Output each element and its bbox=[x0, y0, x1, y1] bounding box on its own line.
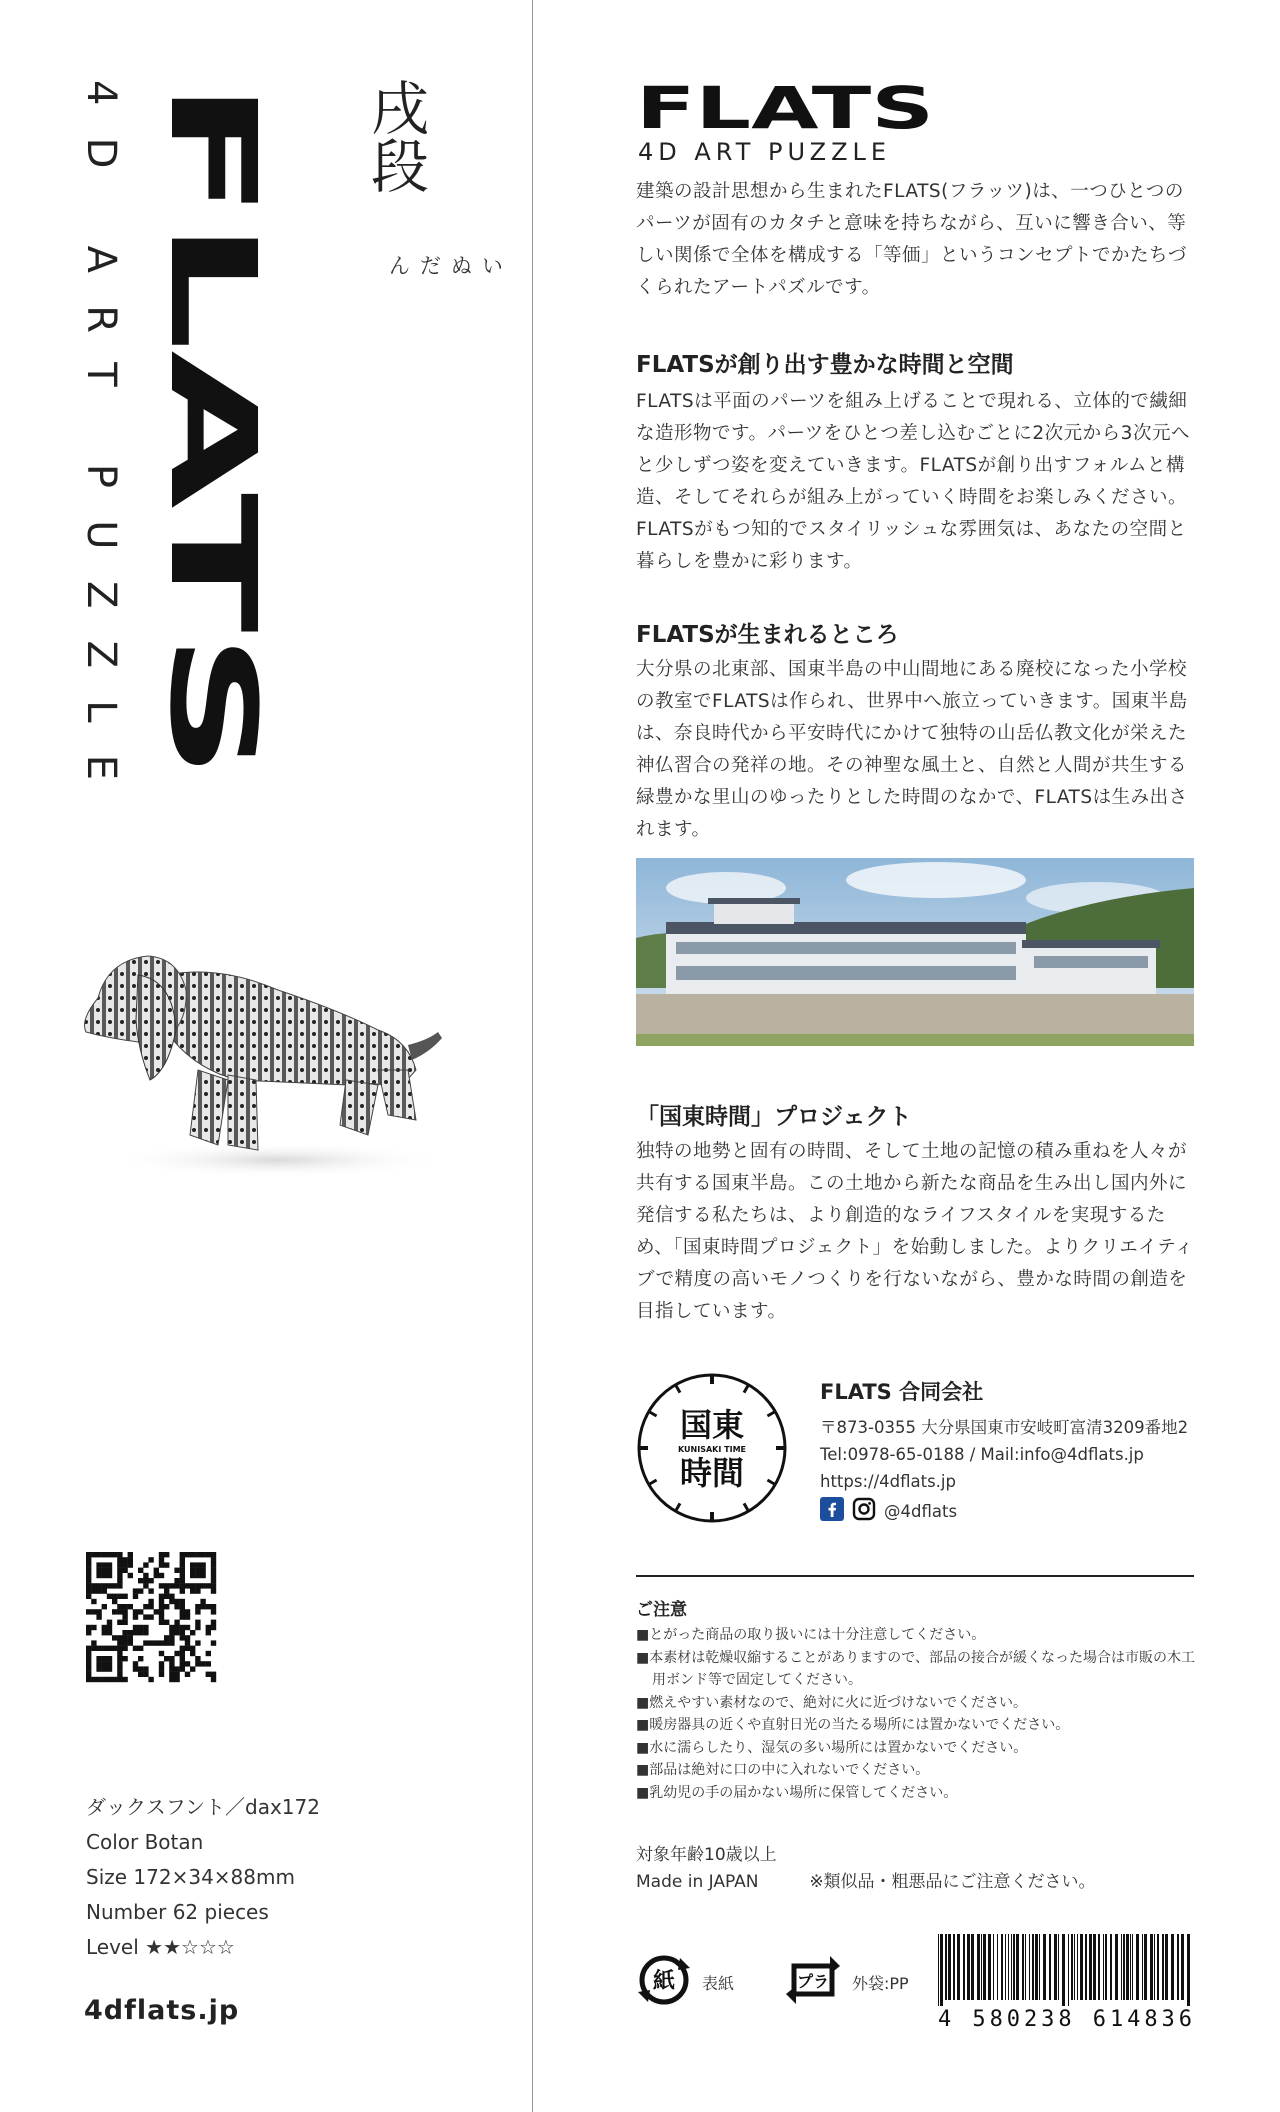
caution-item: ■水に濡らしたり、湿気の多い場所には置かないでください。 bbox=[636, 1739, 1028, 1756]
facebook-icon[interactable] bbox=[820, 1497, 844, 1525]
caution-item: ■本素材は乾燥収縮することがありますので、部品の接合が緩くなった場合は市販の木工用ボンド等で固定してください。 bbox=[636, 1649, 1195, 1688]
intro-text: 建築の設計思想から生まれたFLATS(フラッツ)は、一つひとつのパーツが固有のカタチと意味を持ちながら、互いに響き合い、等しい関係で全体を構成する「等価」というコンセプトでかたちづくられたアートパズルです。 bbox=[636, 181, 1187, 298]
stamp-bottom: 時間 bbox=[679, 1454, 745, 1492]
spec-pieces: Number 62 pieces bbox=[86, 1900, 269, 1924]
paper-recycle-icon bbox=[636, 1952, 692, 2012]
company-contact[interactable]: Tel:0978-65-0188 / Mail:info@4dflats.jp bbox=[820, 1445, 1144, 1464]
section-body-time-space: FLATSは平面のパーツを組み上げることで現れる、立体的で繊細な造形物です。パーツをひとつ差し込むごとに2次元から3次元へと少しずつ姿を変えていきます。FLATSが創り出すフォルムと構造、そしてそれらが組み上がっていく時間をお楽しみください。FLATSがもつ知的でスタイリッシュな雰囲気は、あなたの空間と暮らしを豊かに彩ります。 bbox=[636, 391, 1190, 572]
caution-item: ■暖房器具の近くや直射日光の当たる場所には置かないでください。 bbox=[636, 1717, 1070, 1733]
brand-logo-text-horizontal: FLATS bbox=[636, 74, 934, 142]
company-name: FLATS 合同会社 bbox=[820, 1380, 984, 1404]
stamp-top: 国東 bbox=[679, 1406, 745, 1444]
product-name-kanji: 戌段 bbox=[361, 78, 429, 194]
barcode-number: 4 580238 614836 bbox=[938, 2007, 1192, 2032]
brand-sub: 4D ART PUZZLE bbox=[638, 138, 892, 166]
spec-level: Level ★★☆☆☆ bbox=[86, 1935, 235, 1959]
plastic-recycle-label: 外袋:PP bbox=[852, 1973, 909, 1993]
product-specs bbox=[86, 1790, 320, 1965]
dachshund-puzzle-image bbox=[78, 920, 458, 1190]
product-name bbox=[360, 78, 503, 279]
caution-title: ご注意 bbox=[636, 1600, 687, 1620]
stamp-mid: KUNISAKI TIME bbox=[678, 1445, 746, 1454]
caution-list bbox=[636, 1624, 1196, 1804]
brand-sub-vertical bbox=[80, 80, 130, 800]
age-info bbox=[636, 1842, 1096, 1896]
paper-recycle-label: 表紙 bbox=[702, 1973, 735, 1993]
caution-item: ■部品は絶対に口の中に入れないでください。 bbox=[636, 1762, 930, 1778]
website-link[interactable]: 4dflats.jp bbox=[84, 1995, 240, 2026]
plastic-recycle-icon bbox=[784, 1952, 842, 2012]
section-rule bbox=[636, 1575, 1194, 1577]
imitation-note: ※類似品・粗悪品にご注意ください。 bbox=[809, 1872, 1096, 1892]
spec-color: Color Botan bbox=[86, 1830, 204, 1854]
barcode bbox=[934, 1932, 1196, 2032]
kunisaki-time-stamp bbox=[636, 1372, 788, 1524]
caution-item: ■燃えやすい素材なので、絶対に火に近づけないでください。 bbox=[636, 1694, 1027, 1711]
plastic-recycle-mark: プラ bbox=[797, 1972, 830, 1991]
brand-logo-text: FLATS bbox=[144, 80, 282, 484]
brand-sub-text: 4D ART PUZZLE bbox=[78, 80, 124, 780]
origin-line bbox=[636, 1869, 1096, 1896]
qr-code[interactable] bbox=[86, 1552, 216, 1682]
company-address: 〒873-0355 大分県国東市安岐町富清3209番地2 bbox=[820, 1418, 1189, 1437]
section-title-project: 「国東時間」プロジェクト bbox=[636, 1104, 912, 1130]
company-url[interactable]: https://4dflats.jp bbox=[820, 1472, 956, 1491]
company-info bbox=[820, 1376, 1188, 1525]
made-in: Made in JAPAN bbox=[636, 1872, 759, 1892]
spec-model: ダックスフント／dax172 bbox=[86, 1795, 320, 1819]
section-title-time-space: FLATSが創り出す豊かな時間と空間 bbox=[636, 352, 1014, 378]
brand-logo-vertical bbox=[144, 80, 282, 800]
section-body-project: 独特の地勢と固有の時間、そして土地の記憶の積み重ねを人々が共有する国東半島。この土地から新たな商品を生み出し国内外に発信する私たちは、より創造的なライフスタイルを実現するため、「国東時間プロジェクト」を始動しました。よりクリエイティブで精度の高いモノつくりを行ないながら、豊かな時間の創造を目指しています。 bbox=[636, 1141, 1194, 1322]
section-body-birthplace: 大分県の北東部、国東半島の中山間地にある廃校になった小学校の教室でFLATSは作られ、世界中へ旅立っていきます。国東半島は、奈良時代から平安時代にかけて独特の山岳仏教文化が栄えた神仏習合の発祥の地。その神聖な風土と、自然と人間が共生する緑豊かな里山のゆったりとした時間のなかで、FLATSは生み出されます。 bbox=[636, 659, 1188, 840]
panel-divider bbox=[532, 0, 533, 2112]
target-age: 対象年齢10歳以上 bbox=[636, 1845, 777, 1865]
recycle-marks bbox=[636, 1952, 909, 2012]
school-building-photo bbox=[636, 858, 1194, 1046]
social-handle[interactable]: @4dflats bbox=[884, 1501, 958, 1521]
instagram-icon[interactable] bbox=[852, 1497, 876, 1525]
spec-size: Size 172×34×88mm bbox=[86, 1865, 295, 1889]
paper-recycle-mark: 紙 bbox=[652, 1969, 676, 1994]
caution-item: ■乳幼児の手の届かない場所に保管してください。 bbox=[636, 1784, 958, 1801]
social-links bbox=[820, 1497, 1188, 1525]
product-name-kana: いぬだん bbox=[385, 254, 503, 279]
caution-item: ■とがった商品の取り扱いには十分注意してください。 bbox=[636, 1627, 986, 1643]
brand-logo bbox=[636, 74, 936, 142]
section-title-birthplace: FLATSが生まれるところ bbox=[636, 622, 899, 648]
